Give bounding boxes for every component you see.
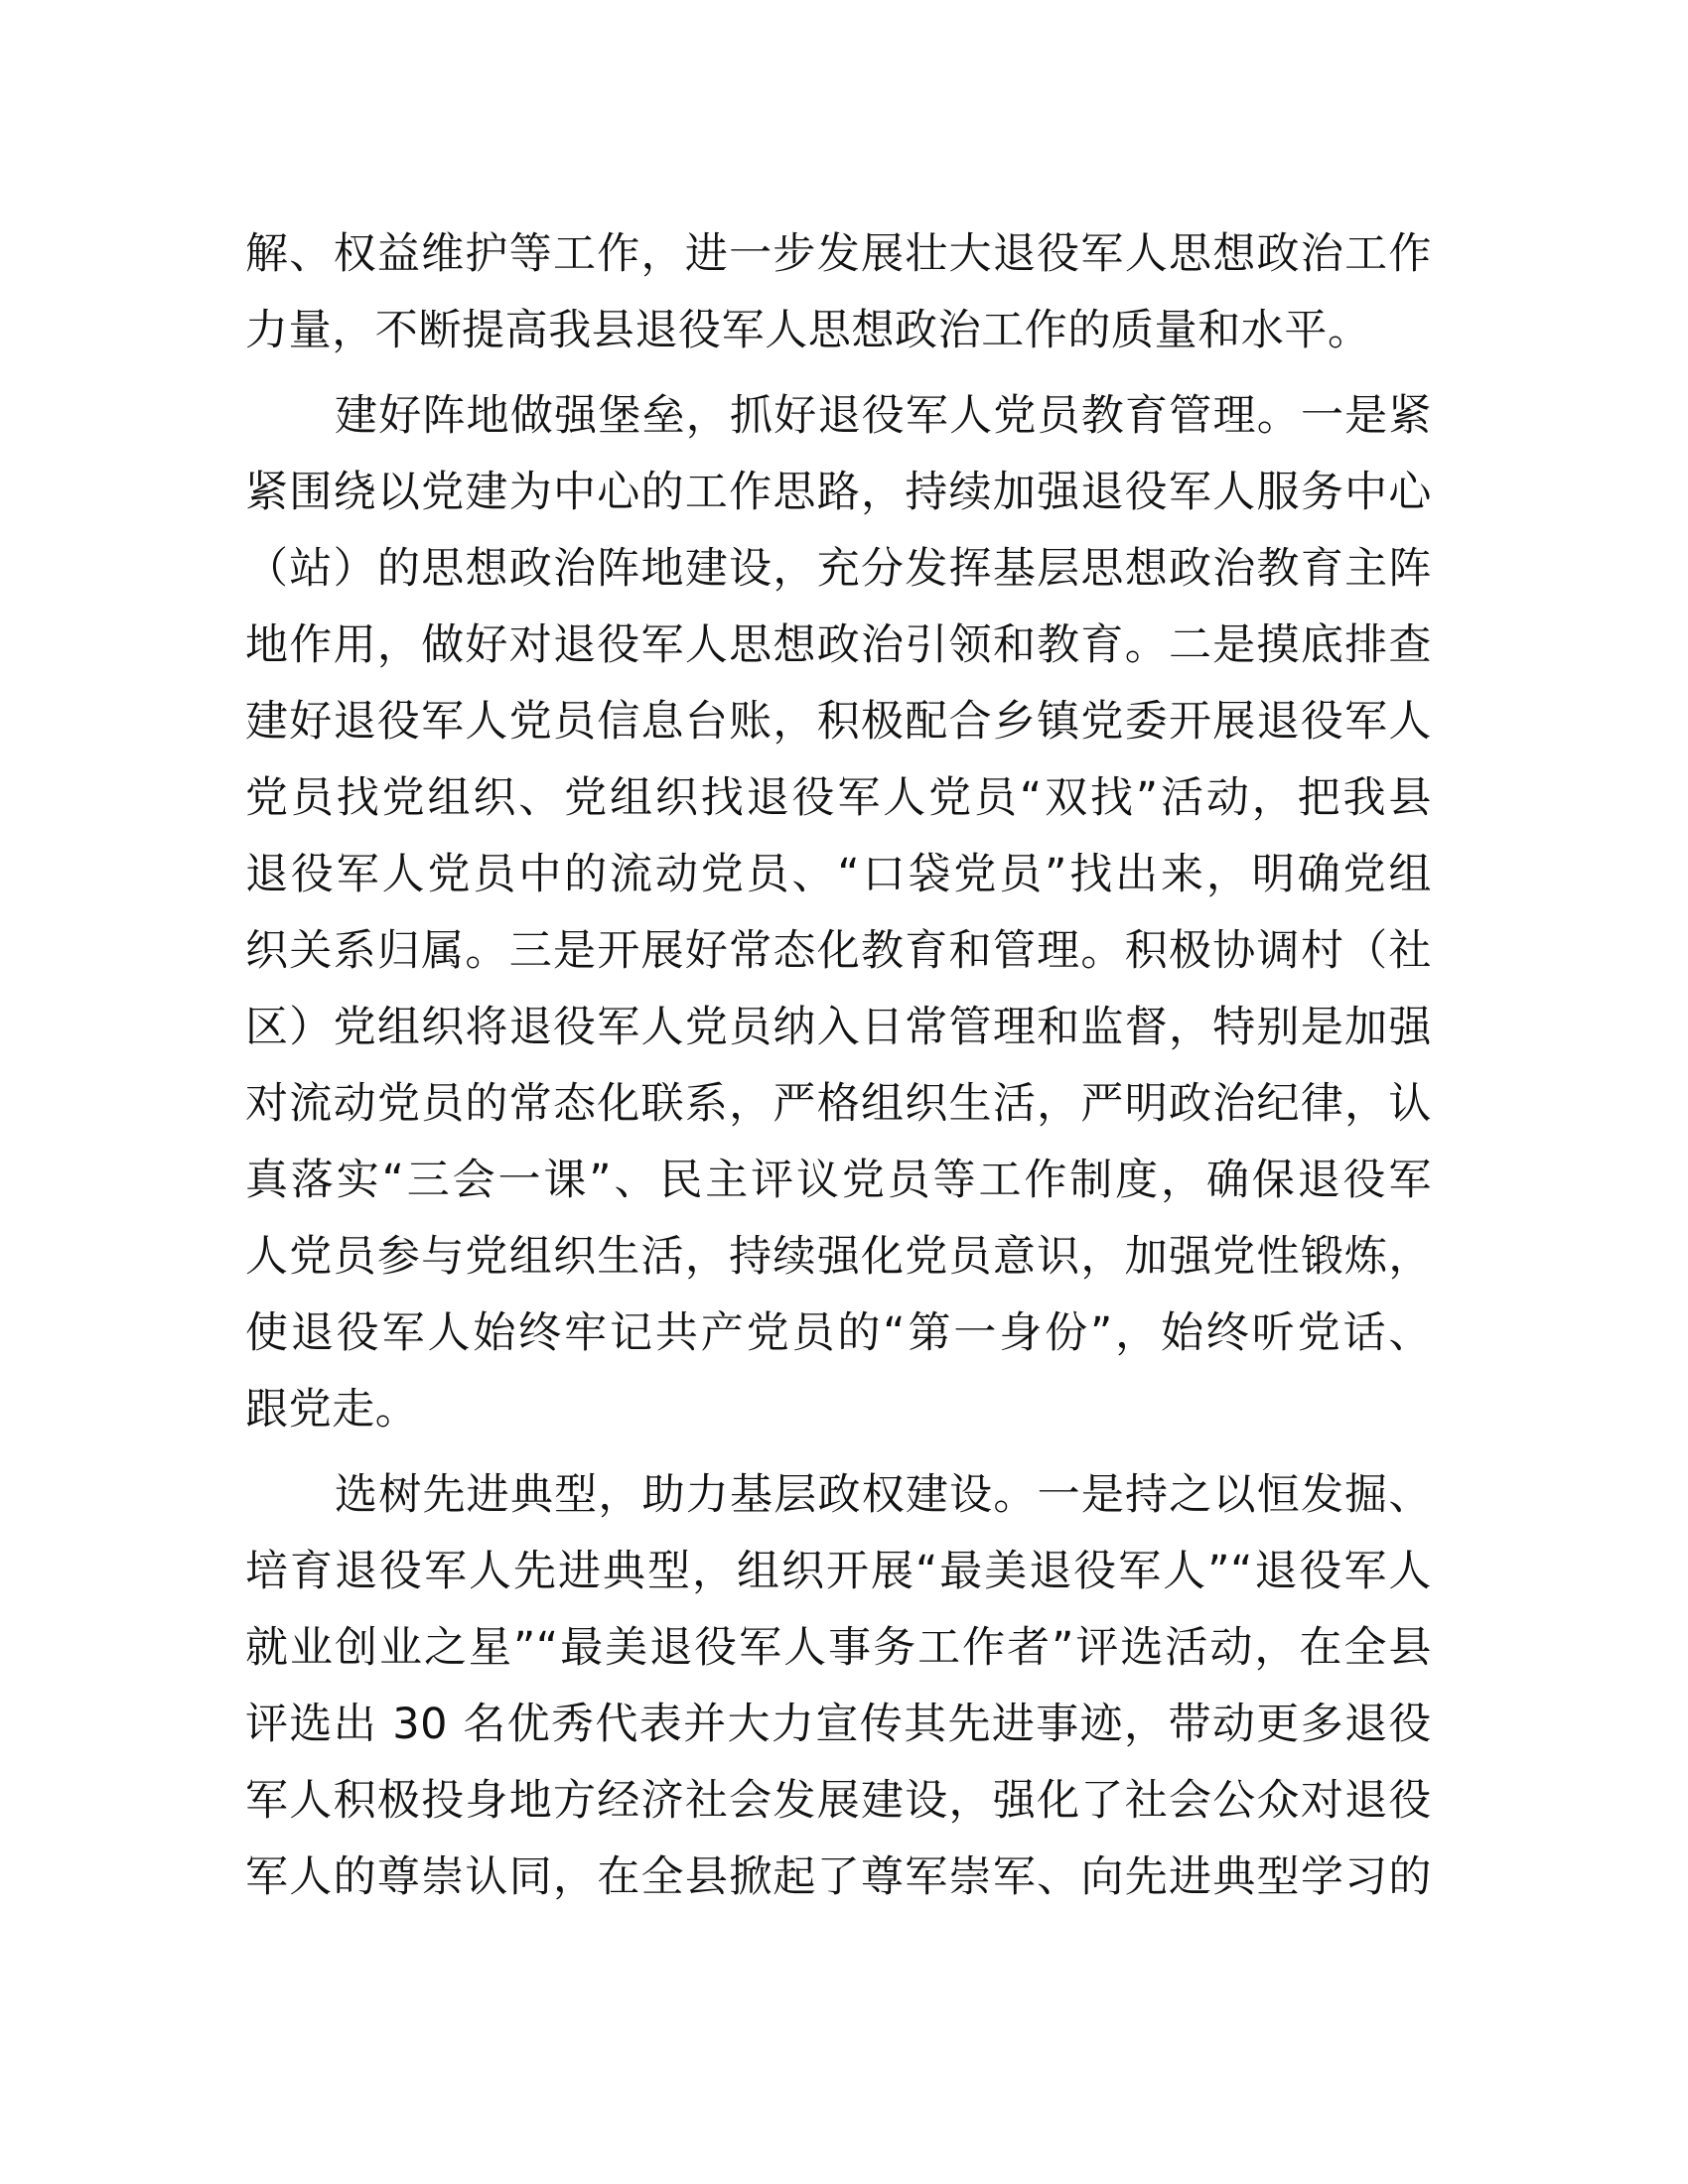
text-line: 对流动党员的常态化联系，严格组织生活，严明政治纪律，认 <box>245 1079 1432 1129</box>
text-line: 跟党走。 <box>245 1385 419 1434</box>
text-line: 建好退役军人党员信息台账，积极配合乡镇党委开展退役军人 <box>245 697 1432 747</box>
text-line: 真落实“三会一课”、民主评议党员等工作制度，确保退役军 <box>245 1156 1432 1205</box>
text-line: 人党员参与党组织生活，持续强化党员意识，加强党性锻炼， <box>245 1232 1432 1282</box>
text-line: 军人的尊崇认同，在全县掀起了尊军崇军、向先进典型学习的 <box>245 1852 1432 1902</box>
paragraph-party-education <box>245 378 1432 1448</box>
text-line: 评选出 30 名优秀代表并大力宣传其先进事迹，带动更多退役 <box>245 1700 1432 1749</box>
text-line: 力量，不断提高我县退役军人思想政治工作的质量和水平。 <box>245 306 1371 355</box>
text-line: 紧围绕以党建为中心的工作思路，持续加强退役军人服务中心 <box>245 468 1432 517</box>
text-line: 使退役军人始终牢记共产党员的“第一身份”，始终听党话、 <box>245 1308 1432 1358</box>
text-line: 选树先进典型，助力基层政权建设。一是持之以恒发掘、 <box>335 1470 1432 1520</box>
text-line: 织关系归属。三是开展好常态化教育和管理。积极协调村（社 <box>245 926 1432 976</box>
text-line: 建好阵地做强堡垒，抓好退役军人党员教育管理。一是紧 <box>335 391 1432 441</box>
paragraph-continuation <box>245 216 1432 369</box>
paragraph-advanced-models <box>245 1457 1432 1916</box>
text-line: 地作用，做好对退役军人思想政治引领和教育。二是摸底排查 <box>245 620 1432 670</box>
text-line: 区）党组织将退役军人党员纳入日常管理和监督，特别是加强 <box>245 1003 1432 1052</box>
document-page <box>245 216 1432 1916</box>
text-line: 军人积极投身地方经济社会发展建设，强化了社会公众对退役 <box>245 1776 1432 1826</box>
text-line: （站）的思想政治阵地建设，充分发挥基层思想政治教育主阵 <box>245 544 1432 594</box>
text-line: 退役军人党员中的流动党员、“口袋党员”找出来，明确党组 <box>245 850 1432 899</box>
text-line: 解、权益维护等工作，进一步发展壮大退役军人思想政治工作 <box>245 229 1432 279</box>
text-line: 培育退役军人先进典型，组织开展“最美退役军人”“退役军人 <box>245 1547 1432 1596</box>
text-line: 就业创业之星”“最美退役军人事务工作者”评选活动，在全县 <box>245 1623 1432 1673</box>
text-line: 党员找党组织、党组织找退役军人党员“双找”活动，把我县 <box>245 773 1432 823</box>
